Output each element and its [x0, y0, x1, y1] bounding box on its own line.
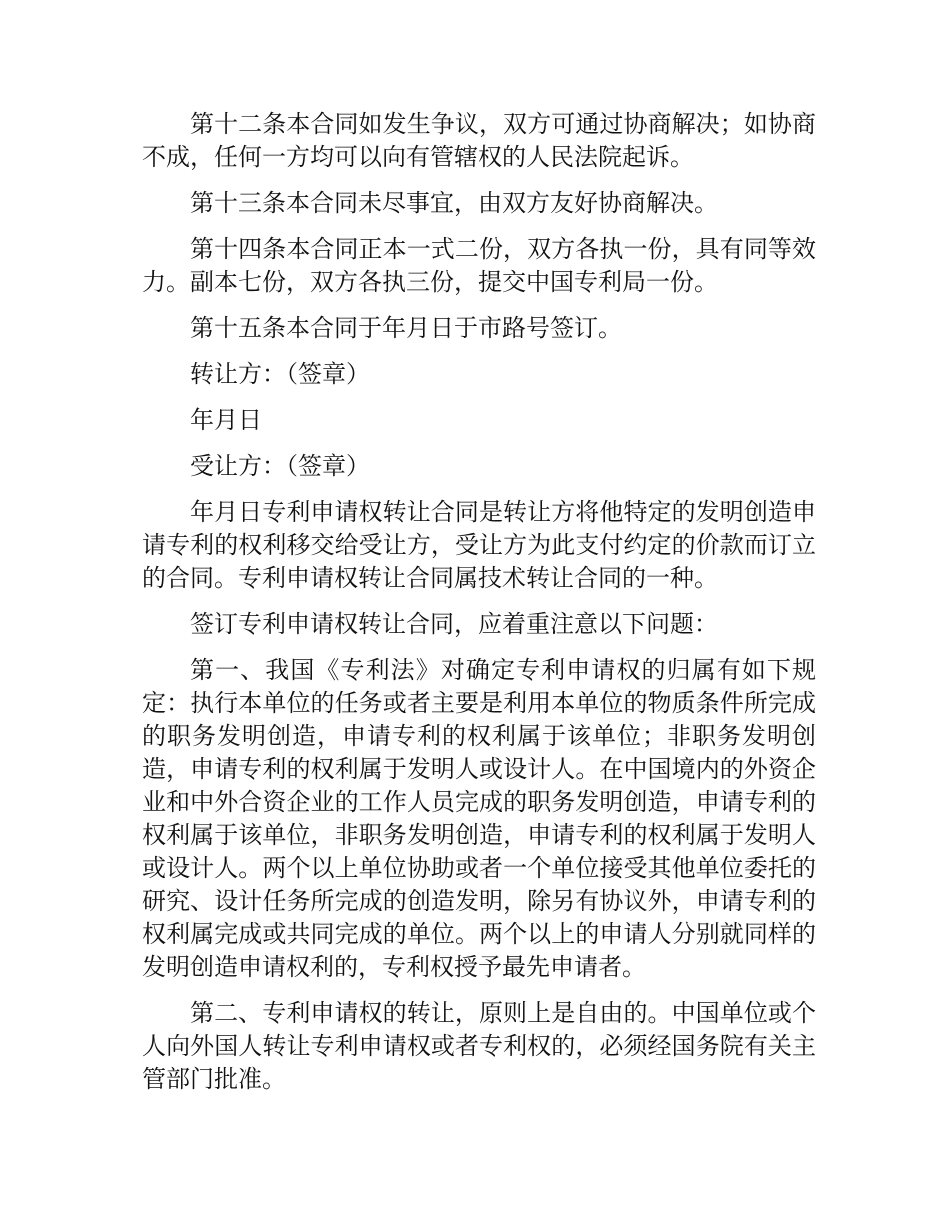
transferee-signature-line: 受让方：（签章）	[190, 452, 370, 480]
date-line: 年月日	[190, 406, 262, 434]
transferor-signature-line: 转让方：（签章）	[190, 360, 370, 388]
paragraph-definition: 年月日专利申请权转让合同是转让方将他特定的发明创造申请专利的权利移交给受让方，受让方为此支付约定的价款而订立的合同。专利申请权转让合同属技术转让合同的一种。	[142, 498, 816, 592]
paragraph-point-1: 第一、我国《专利法》对确定专利申请权的归属有如下规定：执行本单位的任务或者主要是利用本单位的物质条件所完成的职务发明创造，申请专利的权利属于该单位；非职务发明创造，申请专利的权利属于发明人或设计人。在中国境内的外资企业和中外合资企业的工作人员完成的职务发明创造，申请专利的权利属于该单位，非职务发明创造，申请专利的权利属于发明人或设计人。两个以上单位协助或者一个单位接受其他单位委托的研究、设计任务所完成的创造发明，除另有协议外，申请专利的权利属完成或共同完成的单位。两个以上的申请人分别就同样的发明创造申请权利的，专利权授予最先申请者。	[142, 656, 816, 981]
paragraph-notes-intro: 签订专利申请权转让合同，应着重注意以下问题：	[190, 610, 718, 638]
paragraph-article-13: 第十三条本合同未尽事宜，由双方友好协商解决。	[190, 189, 718, 217]
paragraph-point-2: 第二、专利申请权的转让，原则上是自由的。中国单位或个人向外国人转让专利申请权或者专利权的，必须经国务院有关主管部门批准。	[142, 999, 816, 1093]
document-body	[142, 108, 816, 1109]
paragraph-article-15: 第十五条本合同于年月日于市路号签订。	[190, 314, 622, 342]
paragraph-article-14: 第十四条本合同正本一式二份，双方各执一份，具有同等效力。副本七份，双方各执三份，提交中国专利局一份。	[142, 235, 816, 296]
paragraph-article-12: 第十二条本合同如发生争议，双方可通过协商解决；如协商不成，任何一方均可以向有管辖权的人民法院起诉。	[142, 110, 816, 171]
